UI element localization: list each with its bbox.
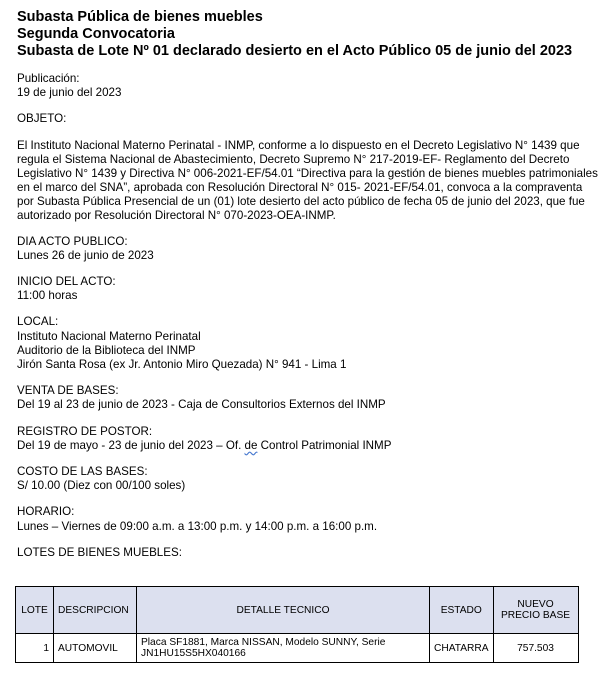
- objeto-line: por Subasta Pública Presencial de un (01) lote desierto del acto público de fecha 05 de junio del 2023, que fue: [17, 194, 585, 208]
- cell-lote: 1: [16, 634, 54, 663]
- document-title-line3: Subasta de Lote Nº 01 declarado desierto en el Acto Público 05 de junio del 2023: [17, 43, 573, 59]
- costo-bases-label: COSTO DE LAS BASES:: [17, 465, 148, 479]
- venta-bases-value: Del 19 al 23 de junio de 2023 - Caja de Consultorios Externos del INMP: [17, 398, 386, 412]
- objeto-line: El Instituto Nacional Materno Perinatal - INMP, conforme a lo dispuesto en el Decreto Legislativo N° 1439 que: [17, 138, 580, 152]
- objeto-label: OBJETO:: [17, 112, 67, 126]
- local-label: LOCAL:: [17, 315, 59, 329]
- local-line: Instituto Nacional Materno Perinatal: [17, 329, 201, 343]
- header-estado: ESTADO: [430, 587, 494, 634]
- cell-descripcion: AUTOMOVIL: [54, 634, 137, 663]
- spellcheck-underlined-word: de: [244, 438, 258, 452]
- lotes-table-header-row: [16, 587, 579, 634]
- objeto-paragraph: [17, 139, 606, 223]
- cell-estado: CHATARRA: [430, 634, 494, 663]
- cell-detalle-tecnico: Placa SF1881, Marca NISSAN, Modelo SUNNY, Serie JN1HU15S5HX040166: [137, 634, 430, 663]
- document-title-line1: Subasta Pública de bienes muebles: [17, 9, 263, 25]
- objeto-line: en el marco del SNA”, aprobada con Resolución Directoral N° 015- 2021-EF/54.01, convoca a la compraventa: [17, 180, 583, 194]
- dia-acto-label: DIA ACTO PUBLICO:: [17, 234, 128, 248]
- objeto-line: regula el Sistema Nacional de Abastecimiento, Decreto Supremo N° 217-2019-EF- Reglamento del Decreto: [17, 152, 570, 166]
- lotes-table: [15, 586, 579, 663]
- document-title-line2: Segunda Convocatoria: [17, 26, 175, 42]
- lotes-label: LOTES DE BIENES MUEBLES:: [17, 545, 182, 559]
- registro-postor-value-start: Del 19 de mayo - 23 de junio del 2023 – Of.: [17, 438, 245, 452]
- objeto-line: autorizado por Resolución Directoral N° 070-2023-OEA-INMP.: [17, 208, 336, 222]
- local-line: Auditorio de la Biblioteca del INMP: [17, 343, 196, 357]
- horario-label: HORARIO:: [17, 505, 75, 519]
- cell-precio: 757.503: [493, 634, 578, 663]
- registro-postor-value-end: Control Patrimonial INMP: [257, 438, 392, 452]
- header-lote: LOTE: [16, 587, 54, 634]
- table-row: [16, 634, 579, 663]
- costo-bases-value: S/ 10.00 (Diez con 00/100 soles): [17, 479, 186, 493]
- dia-acto-value: Lunes 26 de junio de 2023: [17, 248, 154, 262]
- publicacion-value: 19 de junio del 2023: [17, 86, 122, 100]
- header-descripcion: DESCRIPCION: [54, 587, 137, 634]
- header-detalle-tecnico: DETALLE TECNICO: [137, 587, 430, 634]
- inicio-acto-label: INICIO DEL ACTO:: [17, 275, 116, 289]
- publicacion-label: Publicación:: [17, 72, 80, 85]
- venta-bases-label: VENTA DE BASES:: [17, 384, 119, 398]
- header-nuevo-precio-base: NUEVO PRECIO BASE: [493, 587, 578, 634]
- document-page: [17, 9, 607, 560]
- local-line: Jirón Santa Rosa (ex Jr. Antonio Miro Quezada) N° 941 - Lima 1: [17, 358, 347, 372]
- inicio-acto-value: 11:00 horas: [17, 289, 78, 303]
- registro-postor-value: [17, 439, 607, 453]
- objeto-line: Legislativo N° 1439 y Directiva N° 006-2021-EF/54.01 “Directiva para la gestión de bienes muebles patrimoniales: [17, 166, 598, 180]
- horario-value: Lunes – Viernes de 09:00 a.m. a 13:00 p.m. y 14:00 p.m. a 16:00 p.m.: [17, 519, 378, 533]
- registro-postor-label: REGISTRO DE POSTOR:: [17, 424, 153, 438]
